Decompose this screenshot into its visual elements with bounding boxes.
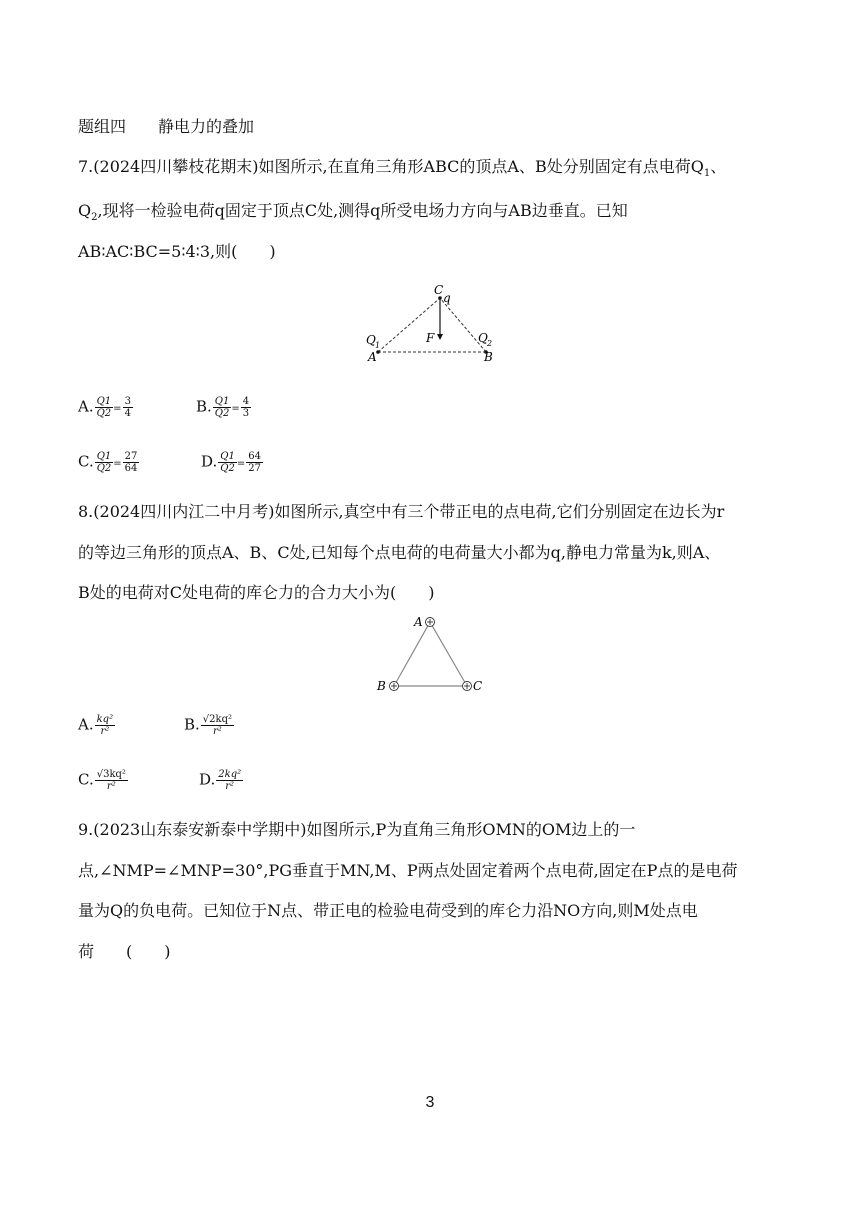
q7-line3: AB∶AC∶BC=5∶4∶3,则( )	[78, 242, 276, 261]
q7-figure	[360, 280, 510, 370]
q8-figure	[370, 612, 490, 696]
q7-fig-label-q: q	[443, 291, 451, 305]
q7-option-a: A. $\frac{Q1}{Q2}$ = $\frac{3}{4}$	[78, 396, 131, 419]
q7-fig-label-a: A	[368, 350, 377, 364]
q9-line2: 点,∠NMP=∠MNP=30°,PG垂直于MN,M、P两点处固定着两个点电荷,固定在P点的是电荷	[78, 861, 738, 880]
q9-line3: 量为Q的负电荷。已知位于N点、带正电的检验电荷受到的库仑力沿NO方向,则M处点电	[78, 901, 698, 920]
page-number: 3	[425, 1094, 435, 1111]
q7-fig-label-c: C	[434, 283, 444, 297]
q7-fig-label-q2: Q	[478, 331, 488, 345]
q7-line2: $Q_2$,现将一检验电荷q固定于顶点C处,测得q所受电场力方向与AB边垂直。已知	[78, 201, 628, 224]
q7-fig-label-q1: Q	[366, 333, 376, 347]
q7-option-c: C. $\frac{Q1}{Q2}$ = $\frac{27}{64}$	[78, 451, 138, 474]
q7-option-b: B. $\frac{Q1}{Q2}$ = $\frac{4}{3}$	[196, 396, 250, 419]
q8-option-b: B. $\frac{\text{√2kq²}}{\text{r²}}$	[184, 714, 233, 737]
q8-charge-a	[426, 618, 435, 627]
q7-fig-label-f: F	[426, 331, 435, 345]
q8-charge-b	[390, 682, 399, 691]
q8-option-d: D. $\frac{\text{2kq²}}{\text{r²}}$	[199, 769, 242, 792]
q9-line4: 荷 ( )	[78, 942, 171, 961]
q8-line2: 的等边三角形的顶点A、B、C处,已知每个点电荷的电荷量大小都为q,静电力常量为k,则A、	[78, 543, 721, 562]
q8-option-c: C. $\frac{\text{√3kq²}}{\text{r²}}$	[78, 769, 126, 792]
q8-fig-label-b: B	[377, 679, 386, 693]
q7-fig-label-q1-sub: 1	[375, 341, 381, 350]
q7-fig-label-b: B	[484, 350, 493, 364]
q9-line1: 9.(2023山东泰安新泰中学期中)如图所示,P为直角三角形OMN的OM边上的一	[78, 820, 636, 839]
q7-option-d: D. $\frac{Q1}{Q2}$ = $\frac{64}{27}$	[201, 451, 261, 474]
section-title: 题组四 静电力的叠加	[78, 117, 255, 136]
q7-fig-label-q2-sub: 2	[487, 339, 493, 348]
q8-line1: 8.(2024四川内江二中月考)如图所示,真空中有三个带正电的点电荷,它们分别固定在边长为r	[78, 502, 725, 521]
q8-option-a: A. $\frac{\text{kq²}}{\text{r²}}$	[78, 714, 114, 737]
q8-fig-label-c: C	[473, 679, 483, 693]
q7-line1: 7.(2024四川攀枝花期末)如图所示,在直角三角形ABC的顶点A、B处分别固定有点电荷$Q_1$、	[78, 157, 727, 180]
q8-fig-label-a: A	[414, 615, 423, 629]
q8-charge-c	[463, 682, 472, 691]
q8-line3: B处的电荷对C处电荷的库仑力的合力大小为( )	[78, 583, 435, 602]
